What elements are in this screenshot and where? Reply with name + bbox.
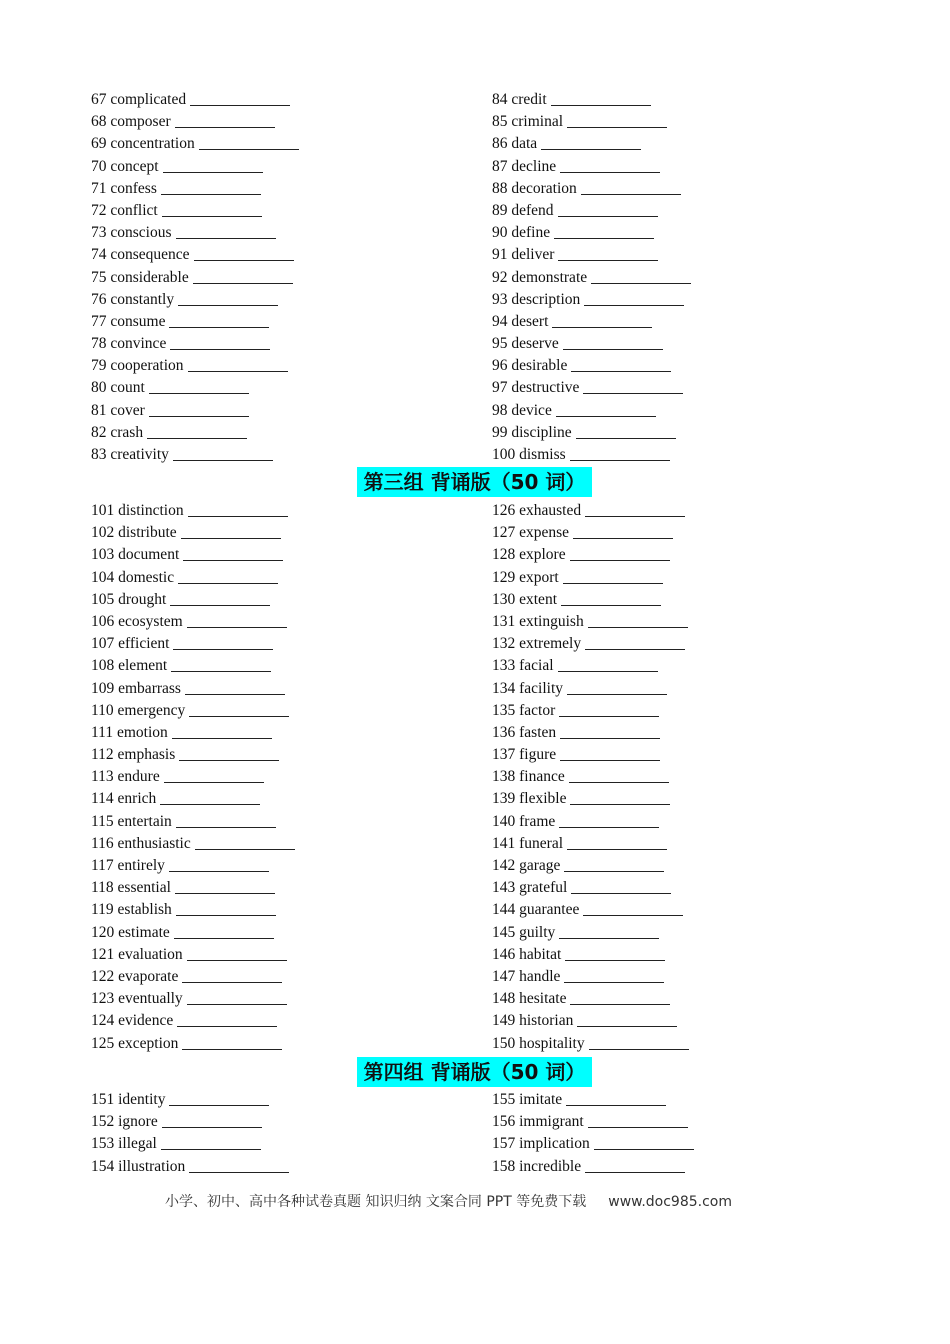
answer-blank[interactable] <box>178 582 278 584</box>
vocab-word: 156 immigrant <box>492 1113 584 1131</box>
vocab-word: 149 historian <box>492 1012 574 1030</box>
vocab-item <box>91 988 295 1010</box>
answer-blank[interactable] <box>571 370 671 372</box>
vocab-word: 71 confess <box>91 179 157 197</box>
vocab-item <box>492 377 691 399</box>
answer-blank[interactable] <box>541 148 641 150</box>
vocab-item <box>91 744 295 766</box>
answer-blank[interactable] <box>570 459 670 461</box>
vocab-word: 89 defend <box>492 201 554 219</box>
vocab-word: 81 cover <box>91 401 145 419</box>
vocab-word: 105 drought <box>91 590 167 608</box>
answer-blank[interactable] <box>563 348 663 350</box>
answer-blank[interactable] <box>170 604 270 606</box>
answer-blank[interactable] <box>181 537 281 539</box>
vocab-item <box>492 700 689 722</box>
answer-blank[interactable] <box>190 104 290 106</box>
vocab-word: 85 criminal <box>492 113 564 131</box>
answer-blank[interactable] <box>176 237 276 239</box>
vocab-word: 137 figure <box>492 746 557 764</box>
answer-blank[interactable] <box>584 304 684 306</box>
vocab-word: 118 essential <box>91 879 171 897</box>
vocab-item <box>492 133 691 155</box>
vocab-word: 104 domestic <box>91 568 175 586</box>
answer-blank[interactable] <box>594 1148 694 1150</box>
vocab-word: 129 export <box>492 568 559 586</box>
vocab-word: 100 dismiss <box>492 446 566 463</box>
vocab-item <box>492 944 689 966</box>
vocab-item <box>492 988 689 1010</box>
group4-right-column <box>492 1089 694 1178</box>
vocab-item <box>91 922 295 944</box>
answer-blank[interactable] <box>560 171 660 173</box>
answer-blank[interactable] <box>176 826 276 828</box>
vocab-item <box>492 766 689 788</box>
vocab-item <box>91 422 299 444</box>
vocab-word: 94 desert <box>492 312 549 330</box>
answer-blank[interactable] <box>591 282 691 284</box>
answer-blank[interactable] <box>585 1171 685 1173</box>
answer-blank[interactable] <box>187 959 287 961</box>
answer-blank[interactable] <box>183 559 283 561</box>
vocab-word: 82 crash <box>91 423 144 441</box>
vocab-word: 95 deserve <box>492 335 559 353</box>
vocab-word: 115 entertain <box>91 812 172 830</box>
vocab-item <box>91 611 295 633</box>
vocab-item <box>91 655 295 677</box>
answer-blank[interactable] <box>160 803 260 805</box>
vocab-word: 98 device <box>492 401 552 419</box>
answer-blank[interactable] <box>169 1104 269 1106</box>
answer-blank[interactable] <box>175 892 275 894</box>
vocab-item <box>492 267 691 289</box>
vocab-item <box>492 722 689 744</box>
vocab-word: 151 identity <box>91 1091 166 1108</box>
answer-blank[interactable] <box>179 759 279 761</box>
footer-text: 小学、初中、高中各种试卷真题 知识归纳 文案合同 PPT 等免费下载 <box>165 1194 587 1210</box>
answer-blank[interactable] <box>567 126 667 128</box>
vocab-item <box>91 355 299 377</box>
vocab-item <box>492 655 689 677</box>
answer-blank[interactable] <box>588 626 688 628</box>
vocab-item <box>492 1111 694 1133</box>
answer-blank[interactable] <box>187 626 287 628</box>
answer-blank[interactable] <box>176 914 276 916</box>
vocab-item <box>492 611 689 633</box>
vocab-word: 90 define <box>492 224 551 242</box>
vocab-item <box>492 500 689 522</box>
vocab-word: 110 emergency <box>91 701 186 719</box>
answer-blank[interactable] <box>193 282 293 284</box>
vocab-word: 76 constantly <box>91 290 175 308</box>
vocab-word: 141 funeral <box>492 834 564 852</box>
vocab-item <box>91 589 295 611</box>
answer-blank[interactable] <box>164 781 264 783</box>
answer-blank[interactable] <box>565 959 665 961</box>
vocab-item <box>492 788 689 810</box>
vocab-item <box>492 1156 694 1178</box>
vocab-item <box>492 544 689 566</box>
vocab-item <box>91 567 295 589</box>
vocab-word: 138 finance <box>492 768 565 786</box>
vocab-item <box>91 200 299 222</box>
answer-blank[interactable] <box>559 715 659 717</box>
answer-blank[interactable] <box>161 193 261 195</box>
vocab-item <box>91 944 295 966</box>
vocab-item <box>91 89 299 111</box>
vocab-word: 106 ecosystem <box>91 612 183 630</box>
answer-blank[interactable] <box>552 326 652 328</box>
vocab-item <box>492 422 691 444</box>
vocab-item <box>91 788 295 810</box>
vocab-word: 83 creativity <box>91 446 169 463</box>
answer-blank[interactable] <box>188 370 288 372</box>
vocab-word: 72 conflict <box>91 201 158 219</box>
vocab-word: 146 habitat <box>492 945 562 963</box>
answer-blank[interactable] <box>178 304 278 306</box>
page-footer <box>165 1191 865 1211</box>
vocab-item <box>91 267 299 289</box>
vocab-word: 92 demonstrate <box>492 268 588 286</box>
answer-blank[interactable] <box>187 1003 287 1005</box>
answer-blank[interactable] <box>571 892 671 894</box>
answer-blank[interactable] <box>175 126 275 128</box>
answer-blank[interactable] <box>551 104 651 106</box>
vocab-word: 108 element <box>91 657 168 675</box>
vocab-word: 101 distinction <box>91 502 184 519</box>
vocab-item <box>492 1133 694 1155</box>
vocab-item <box>492 922 689 944</box>
vocab-item <box>91 244 299 266</box>
vocab-word: 155 imitate <box>492 1091 563 1108</box>
group3-heading: 第三组 背诵版（50 词） <box>357 467 592 497</box>
answer-blank[interactable] <box>199 148 299 150</box>
vocab-word: 67 complicated <box>91 91 187 108</box>
answer-blank[interactable] <box>170 348 270 350</box>
vocab-item <box>492 1089 694 1111</box>
vocab-word: 126 exhausted <box>492 502 582 519</box>
vocab-item <box>91 899 295 921</box>
vocab-item <box>492 589 689 611</box>
vocab-word: 78 convince <box>91 335 167 353</box>
vocab-word: 125 exception <box>91 1034 179 1052</box>
vocab-word: 130 extent <box>492 590 557 608</box>
vocab-item <box>91 966 295 988</box>
answer-blank[interactable] <box>169 326 269 328</box>
vocab-word: 113 endure <box>91 768 160 786</box>
vocab-word: 139 flexible <box>492 790 567 808</box>
vocab-item <box>91 178 299 200</box>
vocab-word: 80 count <box>91 379 145 397</box>
vocab-word: 73 conscious <box>91 224 172 242</box>
vocab-word: 153 illegal <box>91 1135 157 1153</box>
vocab-item <box>492 222 691 244</box>
answer-blank[interactable] <box>189 715 289 717</box>
answer-blank[interactable] <box>570 803 670 805</box>
vocab-word: 157 implication <box>492 1135 590 1153</box>
vocab-item <box>91 722 295 744</box>
footer-site-link[interactable]: www.doc985.com <box>608 1194 732 1210</box>
vocab-word: 135 factor <box>492 701 556 719</box>
vocab-word: 150 hospitality <box>492 1034 585 1052</box>
vocab-word: 127 expense <box>492 524 570 542</box>
vocab-word: 119 establish <box>91 901 172 919</box>
vocab-word: 117 entirely <box>91 857 165 874</box>
vocab-item <box>91 1111 289 1133</box>
answer-blank[interactable] <box>149 392 249 394</box>
vocab-word: 96 desirable <box>492 357 568 375</box>
answer-blank[interactable] <box>194 259 294 261</box>
answer-blank[interactable] <box>581 193 681 195</box>
vocab-item <box>91 766 295 788</box>
vocab-word: 120 estimate <box>91 923 170 941</box>
answer-blank[interactable] <box>570 559 670 561</box>
vocab-word: 122 evaporate <box>91 967 179 985</box>
vocab-word: 99 discipline <box>492 423 572 441</box>
vocab-word: 107 efficient <box>91 635 170 653</box>
group2-left-column <box>91 89 299 466</box>
vocab-item <box>492 522 689 544</box>
vocab-word: 145 guilty <box>492 923 556 941</box>
answer-blank[interactable] <box>174 937 274 939</box>
vocab-word: 140 frame <box>492 812 556 830</box>
vocab-word: 158 incredible <box>492 1157 582 1175</box>
vocab-item <box>492 111 691 133</box>
answer-blank[interactable] <box>573 537 673 539</box>
vocab-word: 132 extremely <box>492 635 582 653</box>
vocab-item <box>492 444 691 466</box>
vocab-word: 87 decline <box>492 157 557 175</box>
vocab-item <box>492 289 691 311</box>
answer-blank[interactable] <box>588 1126 688 1128</box>
vocab-item <box>91 311 299 333</box>
answer-blank[interactable] <box>564 981 664 983</box>
answer-blank[interactable] <box>554 237 654 239</box>
answer-blank[interactable] <box>173 459 273 461</box>
vocab-word: 121 evaluation <box>91 945 183 963</box>
vocab-item <box>91 156 299 178</box>
answer-blank[interactable] <box>563 582 663 584</box>
answer-blank[interactable] <box>560 737 660 739</box>
vocab-word: 86 data <box>492 135 538 153</box>
vocab-item <box>91 544 295 566</box>
vocab-item <box>492 244 691 266</box>
vocab-item <box>492 744 689 766</box>
vocab-word: 93 description <box>492 290 581 308</box>
vocab-item <box>91 1156 289 1178</box>
vocab-item <box>492 355 691 377</box>
vocab-item <box>492 311 691 333</box>
vocab-item <box>91 522 295 544</box>
answer-blank[interactable] <box>188 515 288 517</box>
vocab-word: 88 decoration <box>492 179 577 197</box>
vocab-word: 154 illustration <box>91 1157 186 1175</box>
answer-blank[interactable] <box>564 870 664 872</box>
vocab-word: 112 emphasis <box>91 746 176 764</box>
vocab-item <box>91 877 295 899</box>
answer-blank[interactable] <box>173 648 273 650</box>
vocab-item <box>91 333 299 355</box>
vocab-item <box>91 833 295 855</box>
answer-blank[interactable] <box>182 1048 282 1050</box>
answer-blank[interactable] <box>585 648 685 650</box>
vocab-word: 68 composer <box>91 113 171 131</box>
vocab-item <box>91 1033 295 1055</box>
vocab-item <box>492 877 689 899</box>
vocab-item <box>492 899 689 921</box>
vocab-item <box>91 111 299 133</box>
vocab-word: 148 hesitate <box>492 990 567 1008</box>
vocab-item <box>91 133 299 155</box>
answer-blank[interactable] <box>162 1126 262 1128</box>
vocab-word: 77 consume <box>91 312 166 330</box>
vocab-item <box>492 178 691 200</box>
group3-left-column <box>91 500 295 1055</box>
answer-blank[interactable] <box>583 392 683 394</box>
vocab-word: 69 concentration <box>91 135 195 153</box>
answer-blank[interactable] <box>567 693 667 695</box>
vocab-word: 124 evidence <box>91 1012 174 1030</box>
vocab-item <box>492 156 691 178</box>
answer-blank[interactable] <box>560 759 660 761</box>
answer-blank[interactable] <box>558 259 658 261</box>
answer-blank[interactable] <box>566 1104 666 1106</box>
answer-blank[interactable] <box>182 981 282 983</box>
answer-blank[interactable] <box>559 937 659 939</box>
answer-blank[interactable] <box>162 215 262 217</box>
vocab-item <box>492 1010 689 1032</box>
vocab-item <box>91 289 299 311</box>
answer-blank[interactable] <box>169 870 269 872</box>
vocab-item <box>91 377 299 399</box>
group2-right-column <box>492 89 691 466</box>
vocab-item <box>492 833 689 855</box>
vocab-word: 116 enthusiastic <box>91 834 191 852</box>
vocab-item <box>492 966 689 988</box>
group4-heading: 第四组 背诵版（50 词） <box>357 1057 592 1087</box>
answer-blank[interactable] <box>583 914 683 916</box>
answer-blank[interactable] <box>161 1148 261 1150</box>
vocab-word: 109 embarrass <box>91 679 181 697</box>
answer-blank[interactable] <box>172 737 272 739</box>
answer-blank[interactable] <box>576 437 676 439</box>
vocab-item <box>91 855 295 877</box>
vocab-item <box>492 678 689 700</box>
vocab-word: 152 ignore <box>91 1113 158 1131</box>
vocab-word: 79 cooperation <box>91 357 184 375</box>
vocab-item <box>492 633 689 655</box>
answer-blank[interactable] <box>567 848 667 850</box>
vocab-word: 75 considerable <box>91 268 189 286</box>
answer-blank[interactable] <box>589 1048 689 1050</box>
vocab-item <box>91 633 295 655</box>
vocab-item <box>91 400 299 422</box>
group3-right-column <box>492 500 689 1055</box>
answer-blank[interactable] <box>585 515 685 517</box>
answer-blank[interactable] <box>570 1003 670 1005</box>
vocab-word: 97 destructive <box>492 379 580 397</box>
vocab-item <box>91 1089 289 1111</box>
answer-blank[interactable] <box>185 693 285 695</box>
group4-left-column <box>91 1089 289 1178</box>
vocab-word: 147 handle <box>492 967 561 985</box>
vocab-item <box>91 1133 289 1155</box>
vocab-word: 136 fasten <box>492 723 557 741</box>
vocab-word: 102 distribute <box>91 524 177 542</box>
vocab-word: 70 concept <box>91 157 159 175</box>
vocab-word: 103 document <box>91 546 180 564</box>
answer-blank[interactable] <box>177 1025 277 1027</box>
answer-blank[interactable] <box>561 604 661 606</box>
answer-blank[interactable] <box>163 171 263 173</box>
vocab-word: 84 credit <box>492 91 547 108</box>
answer-blank[interactable] <box>569 781 669 783</box>
answer-blank[interactable] <box>558 215 658 217</box>
vocab-item <box>91 811 295 833</box>
vocab-word: 91 deliver <box>492 246 555 264</box>
answer-blank[interactable] <box>171 670 271 672</box>
vocab-item <box>91 500 295 522</box>
vocab-word: 131 extinguish <box>492 612 584 630</box>
vocab-word: 74 consequence <box>91 246 190 264</box>
vocab-word: 133 facial <box>492 657 554 675</box>
answer-blank[interactable] <box>559 826 659 828</box>
vocab-word: 128 explore <box>492 546 566 564</box>
vocab-word: 134 facility <box>492 679 564 697</box>
vocab-item <box>492 89 691 111</box>
vocab-item <box>492 200 691 222</box>
vocab-word: 123 eventually <box>91 990 183 1008</box>
vocab-word: 114 enrich <box>91 790 157 808</box>
vocab-item <box>492 567 689 589</box>
answer-blank[interactable] <box>558 670 658 672</box>
vocab-item <box>91 1010 295 1032</box>
vocab-item <box>91 444 299 466</box>
vocab-word: 111 emotion <box>91 723 168 741</box>
answer-blank[interactable] <box>577 1025 677 1027</box>
vocab-item <box>91 678 295 700</box>
answer-blank[interactable] <box>556 415 656 417</box>
answer-blank[interactable] <box>149 415 249 417</box>
vocab-item <box>91 700 295 722</box>
vocab-word: 144 guarantee <box>492 901 580 919</box>
vocab-word: 142 garage <box>492 857 561 874</box>
vocab-item <box>492 855 689 877</box>
vocab-item <box>492 400 691 422</box>
answer-blank[interactable] <box>189 1171 289 1173</box>
vocab-item <box>492 1033 689 1055</box>
answer-blank[interactable] <box>147 437 247 439</box>
vocab-item <box>492 333 691 355</box>
vocab-item <box>492 811 689 833</box>
answer-blank[interactable] <box>195 848 295 850</box>
vocab-item <box>91 222 299 244</box>
vocab-word: 143 grateful <box>492 879 568 897</box>
